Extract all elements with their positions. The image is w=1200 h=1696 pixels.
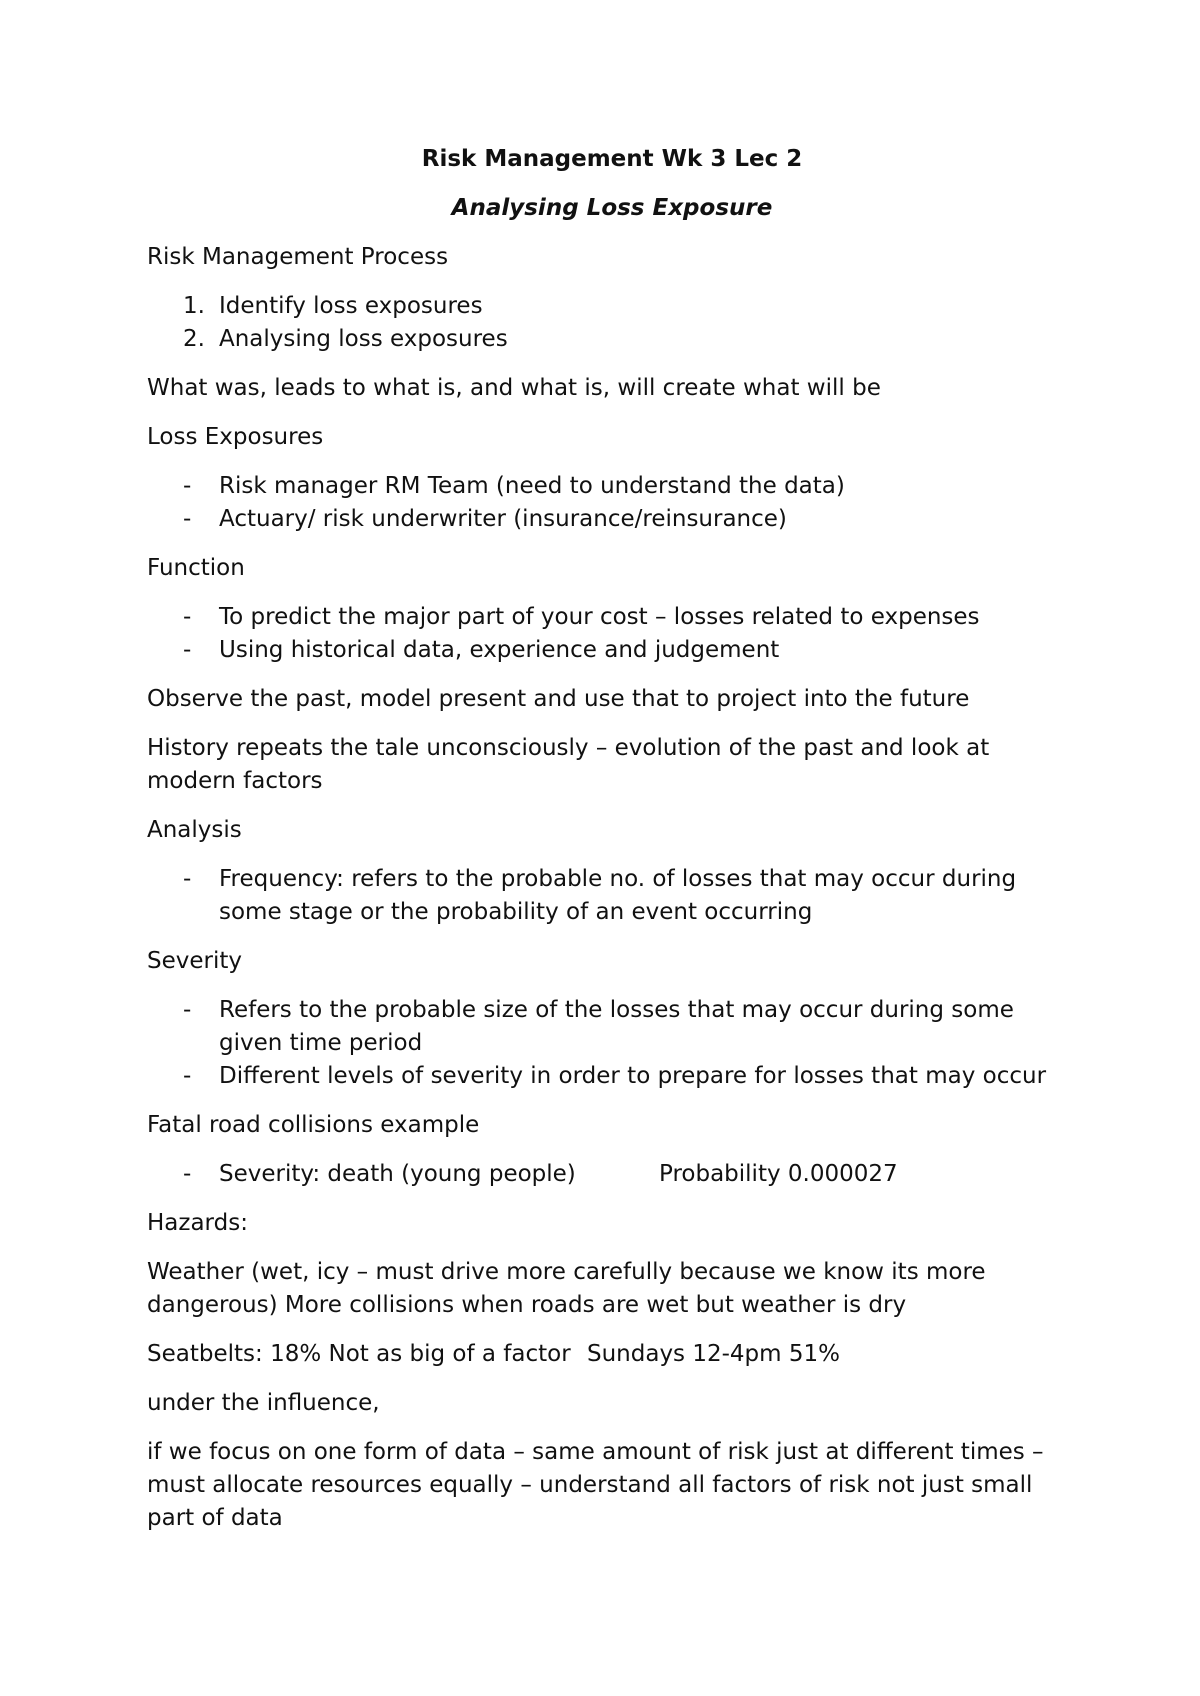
- list-number: 2.: [183, 326, 205, 352]
- list-item-text: Using historical data, experience and judgement: [219, 637, 780, 663]
- list-item-text: Risk manager RM Team (need to understand the data): [219, 473, 845, 499]
- list-item: [147, 634, 1077, 667]
- list-item: [147, 290, 1077, 323]
- document-title: Risk Management Wk 3 Lec 2: [421, 146, 803, 172]
- dash-bullet: -: [183, 604, 192, 630]
- list-item-text: Analysing loss exposures: [219, 326, 508, 352]
- dash-bullet: -: [183, 1161, 192, 1187]
- probability-text: Probability 0.000027: [659, 1161, 898, 1187]
- observe-paragraph: Observe the past, model present and use that to project into the future: [147, 686, 970, 712]
- fatal-collisions-heading: Fatal road collisions example: [147, 1112, 480, 1138]
- seatbelts-text: Seatbelts: 18% Not as big of a factor: [147, 1341, 571, 1367]
- severity-heading: Severity: [147, 948, 242, 974]
- process-heading: Risk Management Process: [147, 244, 449, 270]
- history-paragraph: History repeats the tale unconsciously – evolution of the past and look at modern factors: [147, 735, 990, 794]
- influence-paragraph: under the influence,: [147, 1390, 380, 1416]
- sundays-text: Sundays 12-4pm 51%: [587, 1341, 840, 1367]
- focus-paragraph: if we focus on one form of data – same amount of risk just at different times – must allocate resources equally – understand all factors of risk not just small part of data: [147, 1439, 1044, 1531]
- list-item-text: Actuary/ risk underwriter (insurance/reinsurance): [219, 506, 787, 532]
- list-item: [147, 1158, 1077, 1191]
- loss-exposures-list: [147, 470, 1077, 536]
- dash-bullet: -: [183, 473, 192, 499]
- loss-exposures-heading: Loss Exposures: [147, 424, 324, 450]
- fatal-collisions-list: [147, 1158, 1077, 1191]
- function-list: [147, 601, 1077, 667]
- dash-bullet: -: [183, 1063, 192, 1089]
- document-subtitle: Analysing Loss Exposure: [451, 195, 773, 221]
- list-item: [147, 601, 1077, 634]
- dash-bullet: -: [183, 637, 192, 663]
- list-item-text: Different levels of severity in order to prepare for losses that may occur: [219, 1063, 1047, 1089]
- severity-death-text: Severity: death (young people): [219, 1161, 576, 1187]
- analysis-list: [147, 863, 1077, 929]
- list-item-text: Refers to the probable size of the losses that may occur during some given time period: [219, 997, 1014, 1056]
- list-item: [147, 503, 1077, 536]
- process-steps-list: [147, 290, 1077, 356]
- severity-list: [147, 994, 1077, 1093]
- quote-text: What was, leads to what is, and what is, will create what will be: [147, 375, 881, 401]
- list-item-text: Identify loss exposures: [219, 293, 483, 319]
- list-item-text: Frequency: refers to the probable no. of losses that may occur during some stage or the probability of an event occurring: [219, 866, 1017, 925]
- dash-bullet: -: [183, 506, 192, 532]
- function-heading: Function: [147, 555, 245, 581]
- list-item: [147, 323, 1077, 356]
- seatbelts-line: [147, 1338, 1077, 1371]
- dash-bullet: -: [183, 997, 192, 1023]
- hazards-heading: Hazards:: [147, 1210, 248, 1236]
- weather-paragraph: Weather (wet, icy – must drive more carefully because we know its more dangerous) More collisions when roads are wet but weather is dry: [147, 1259, 986, 1318]
- analysis-heading: Analysis: [147, 817, 242, 843]
- document-page: [147, 143, 1077, 1551]
- list-item: [147, 863, 1077, 929]
- list-item: [147, 1060, 1077, 1093]
- list-number: 1.: [183, 293, 205, 319]
- list-item: [147, 470, 1077, 503]
- dash-bullet: -: [183, 866, 192, 892]
- list-item-text: To predict the major part of your cost – losses related to expenses: [219, 604, 980, 630]
- list-item: [147, 994, 1077, 1060]
